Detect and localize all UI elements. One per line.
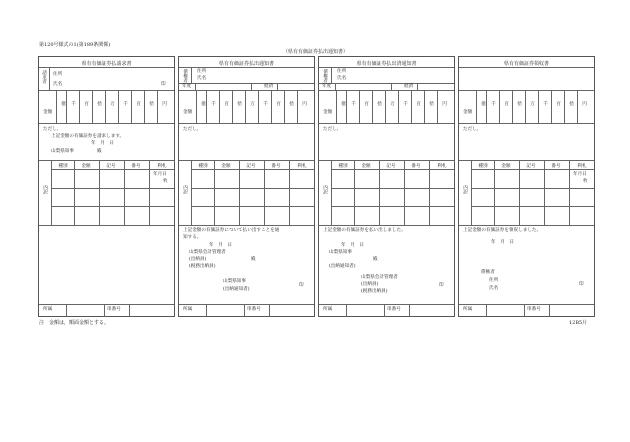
digit: 千 [71, 102, 76, 107]
form-payout-notice [178, 56, 315, 317]
digit: 千 [263, 102, 268, 107]
form4-holder-label: 債権者 [481, 270, 495, 275]
col-header: 金額 [81, 164, 91, 169]
form3-sender-1: 山梨県会計管理者 [361, 275, 398, 280]
form3-sender-2: (出納員) [361, 282, 379, 287]
paper-size: 12B5片 [569, 320, 588, 326]
form2-naiyaku-label: 内訳 [182, 185, 188, 195]
form2-sender-2: (出納通知者) [223, 287, 250, 292]
form2-shozoku: 所属 [183, 307, 193, 312]
digit: 百 [224, 102, 229, 107]
form1-claim-text: 上記金額の有価証券を請求します。 [51, 134, 125, 139]
form1-requester-label: 請求者 [41, 70, 47, 84]
form4-name-label: 氏名 [489, 286, 499, 291]
digit: 円 [582, 102, 587, 107]
col-header: 記号 [106, 164, 116, 169]
digit: 百 [276, 102, 281, 107]
coupon-note: 年月日 [153, 172, 167, 177]
form1-seal: 印 [161, 82, 166, 87]
form1-tadashi: ただし、 [43, 127, 62, 132]
form1-title: 県有有価証券払請求書 [81, 61, 132, 67]
form2-recipient-1: 山梨県会計管理者 [189, 250, 226, 255]
digit: 百 [556, 102, 561, 107]
digit: 百 [504, 102, 509, 107]
form2-date: 年 月 日 [209, 243, 232, 248]
digit: 拾 [429, 102, 434, 107]
digit: 千 [123, 102, 128, 107]
digit: 億 [61, 102, 66, 107]
form2-dono: 殿 [251, 257, 256, 262]
col-header: 金額 [221, 164, 231, 169]
form3-amount-label: 金額 [323, 110, 333, 115]
form3-title: 県有有価証券払出済通知書 [356, 61, 417, 67]
digit: 円 [302, 102, 307, 107]
col-header: 利札 [577, 164, 587, 169]
form1-name-label: 氏名 [53, 82, 63, 87]
form3-recipient-2: (出納通知者) [329, 264, 356, 269]
digit: 億 [481, 102, 486, 107]
digit: 万 [530, 102, 535, 107]
set-title: （県有有価証券払出通知書） [283, 49, 349, 55]
digit: 千 [491, 102, 496, 107]
digit: 千 [543, 102, 548, 107]
col-header: 金額 [501, 164, 511, 169]
col-header: 利札 [437, 164, 447, 169]
form2-kei: 経済 [264, 84, 274, 89]
form3-seal: 印 [439, 283, 444, 288]
footnote: 注 金額は，額面金額とする。 [39, 320, 110, 326]
form-number: 第120号様式の1(第189条関係) [39, 42, 111, 48]
coupon-sub: 枚 [583, 179, 588, 184]
form4-kuban: 串番号 [527, 307, 541, 312]
form2-recipient-3: (税務出納員) [189, 264, 216, 269]
col-header: 金額 [361, 164, 371, 169]
digit: 百 [84, 102, 89, 107]
form2-seal: 印 [299, 283, 304, 288]
digit: 百 [416, 102, 421, 107]
form2-tadashi: ただし、 [183, 127, 202, 132]
digit: 万 [390, 102, 395, 107]
digit: 千 [351, 102, 356, 107]
digit: 拾 [149, 102, 154, 107]
digit: 億 [341, 102, 346, 107]
col-header: 番号 [131, 164, 141, 169]
form4-date: 年 月 日 [491, 240, 514, 245]
form2-sender-1: 山梨県知事 [223, 279, 246, 284]
form1-amount-label: 金額 [43, 110, 53, 115]
digit: 拾 [569, 102, 574, 107]
digit: 拾 [237, 102, 242, 107]
form2-notice-2: 知する。 [183, 235, 202, 240]
col-header: 利札 [157, 164, 167, 169]
form3-date: 年 月 日 [341, 243, 364, 248]
digit: 拾 [97, 102, 102, 107]
form4-shozoku: 所属 [463, 307, 473, 312]
form3-kei: 経済 [404, 84, 414, 89]
digit: 拾 [289, 102, 294, 107]
form1-dono: 殿 [97, 149, 102, 154]
form4-naiyaku-label: 内訳 [462, 185, 468, 195]
form3-naiyaku-label: 内訳 [322, 185, 328, 195]
form2-kuban: 串番号 [247, 307, 261, 312]
col-header: 種別 [478, 164, 488, 169]
form-receipt [458, 56, 595, 317]
col-header: 番号 [411, 164, 421, 169]
form3-notice: 上記金額の有価証券を払い出しました。 [323, 228, 406, 233]
col-header: 記号 [386, 164, 396, 169]
col-header: 種別 [58, 164, 68, 169]
digit: 拾 [517, 102, 522, 107]
form4-seal: 印 [579, 282, 584, 287]
form3-address-label: 住所 [337, 69, 347, 74]
col-header: 番号 [271, 164, 281, 169]
form2-title: 県有有価証券払出通知書 [218, 61, 274, 67]
digit: 億 [201, 102, 206, 107]
form3-tadashi: ただし、 [323, 127, 342, 132]
form4-receipt-text: 上記金額の有価証券を領収しました。 [463, 228, 542, 233]
form1-date: 年 月 日 [91, 141, 114, 146]
digit: 円 [162, 102, 167, 107]
form3-shozoku: 所属 [323, 307, 333, 312]
col-header: 種別 [338, 164, 348, 169]
digit: 円 [442, 102, 447, 107]
form4-amount-label: 金額 [463, 110, 473, 115]
digit: 万 [110, 102, 115, 107]
form1-naiyaku-label: 内訳 [42, 185, 48, 195]
form3-holder-label: 債権者 [322, 69, 328, 83]
form2-recipient-2: (出納員) [189, 257, 207, 262]
form2-holder-label: 債権者 [182, 69, 188, 83]
form1-kuban: 串番号 [107, 307, 121, 312]
form4-address-label: 住所 [489, 278, 499, 283]
form3-year: 年度 [322, 84, 332, 89]
col-header: 記号 [526, 164, 536, 169]
form1-addressee: 山梨県知事 [51, 149, 74, 154]
form2-amount-label: 金額 [183, 110, 193, 115]
form-payout-completed-notice [318, 56, 455, 317]
col-header: 記号 [246, 164, 256, 169]
form3-sender-3: (税務出納員) [361, 289, 388, 294]
digit: 百 [136, 102, 141, 107]
coupon-sub: 枚 [163, 179, 168, 184]
form2-address-label: 住所 [197, 69, 207, 74]
col-header: 種別 [198, 164, 208, 169]
form3-recipient-1: 山梨県知事 [329, 250, 352, 255]
form2-name-label: 氏名 [197, 76, 207, 81]
form1-address-label: 住所 [53, 72, 63, 77]
form4-title: 県有有価証券領収書 [503, 61, 549, 67]
digit: 万 [250, 102, 255, 107]
form4-tadashi: ただし、 [463, 127, 482, 132]
digit: 拾 [377, 102, 382, 107]
form-payment-request [38, 56, 175, 317]
form1-shozoku: 所属 [43, 307, 53, 312]
form2-year: 年度 [182, 84, 192, 89]
form3-kuban: 串番号 [387, 307, 401, 312]
digit: 千 [403, 102, 408, 107]
col-header: 利札 [297, 164, 307, 169]
coupon-note: 年月日 [573, 172, 587, 177]
form3-name-label: 氏名 [337, 76, 347, 81]
form2-notice-1: 上記金額の有価証券について払い出すことを通 [183, 228, 280, 233]
digit: 百 [364, 102, 369, 107]
col-header: 番号 [551, 164, 561, 169]
form3-dono: 殿 [373, 257, 378, 262]
digit: 千 [211, 102, 216, 107]
